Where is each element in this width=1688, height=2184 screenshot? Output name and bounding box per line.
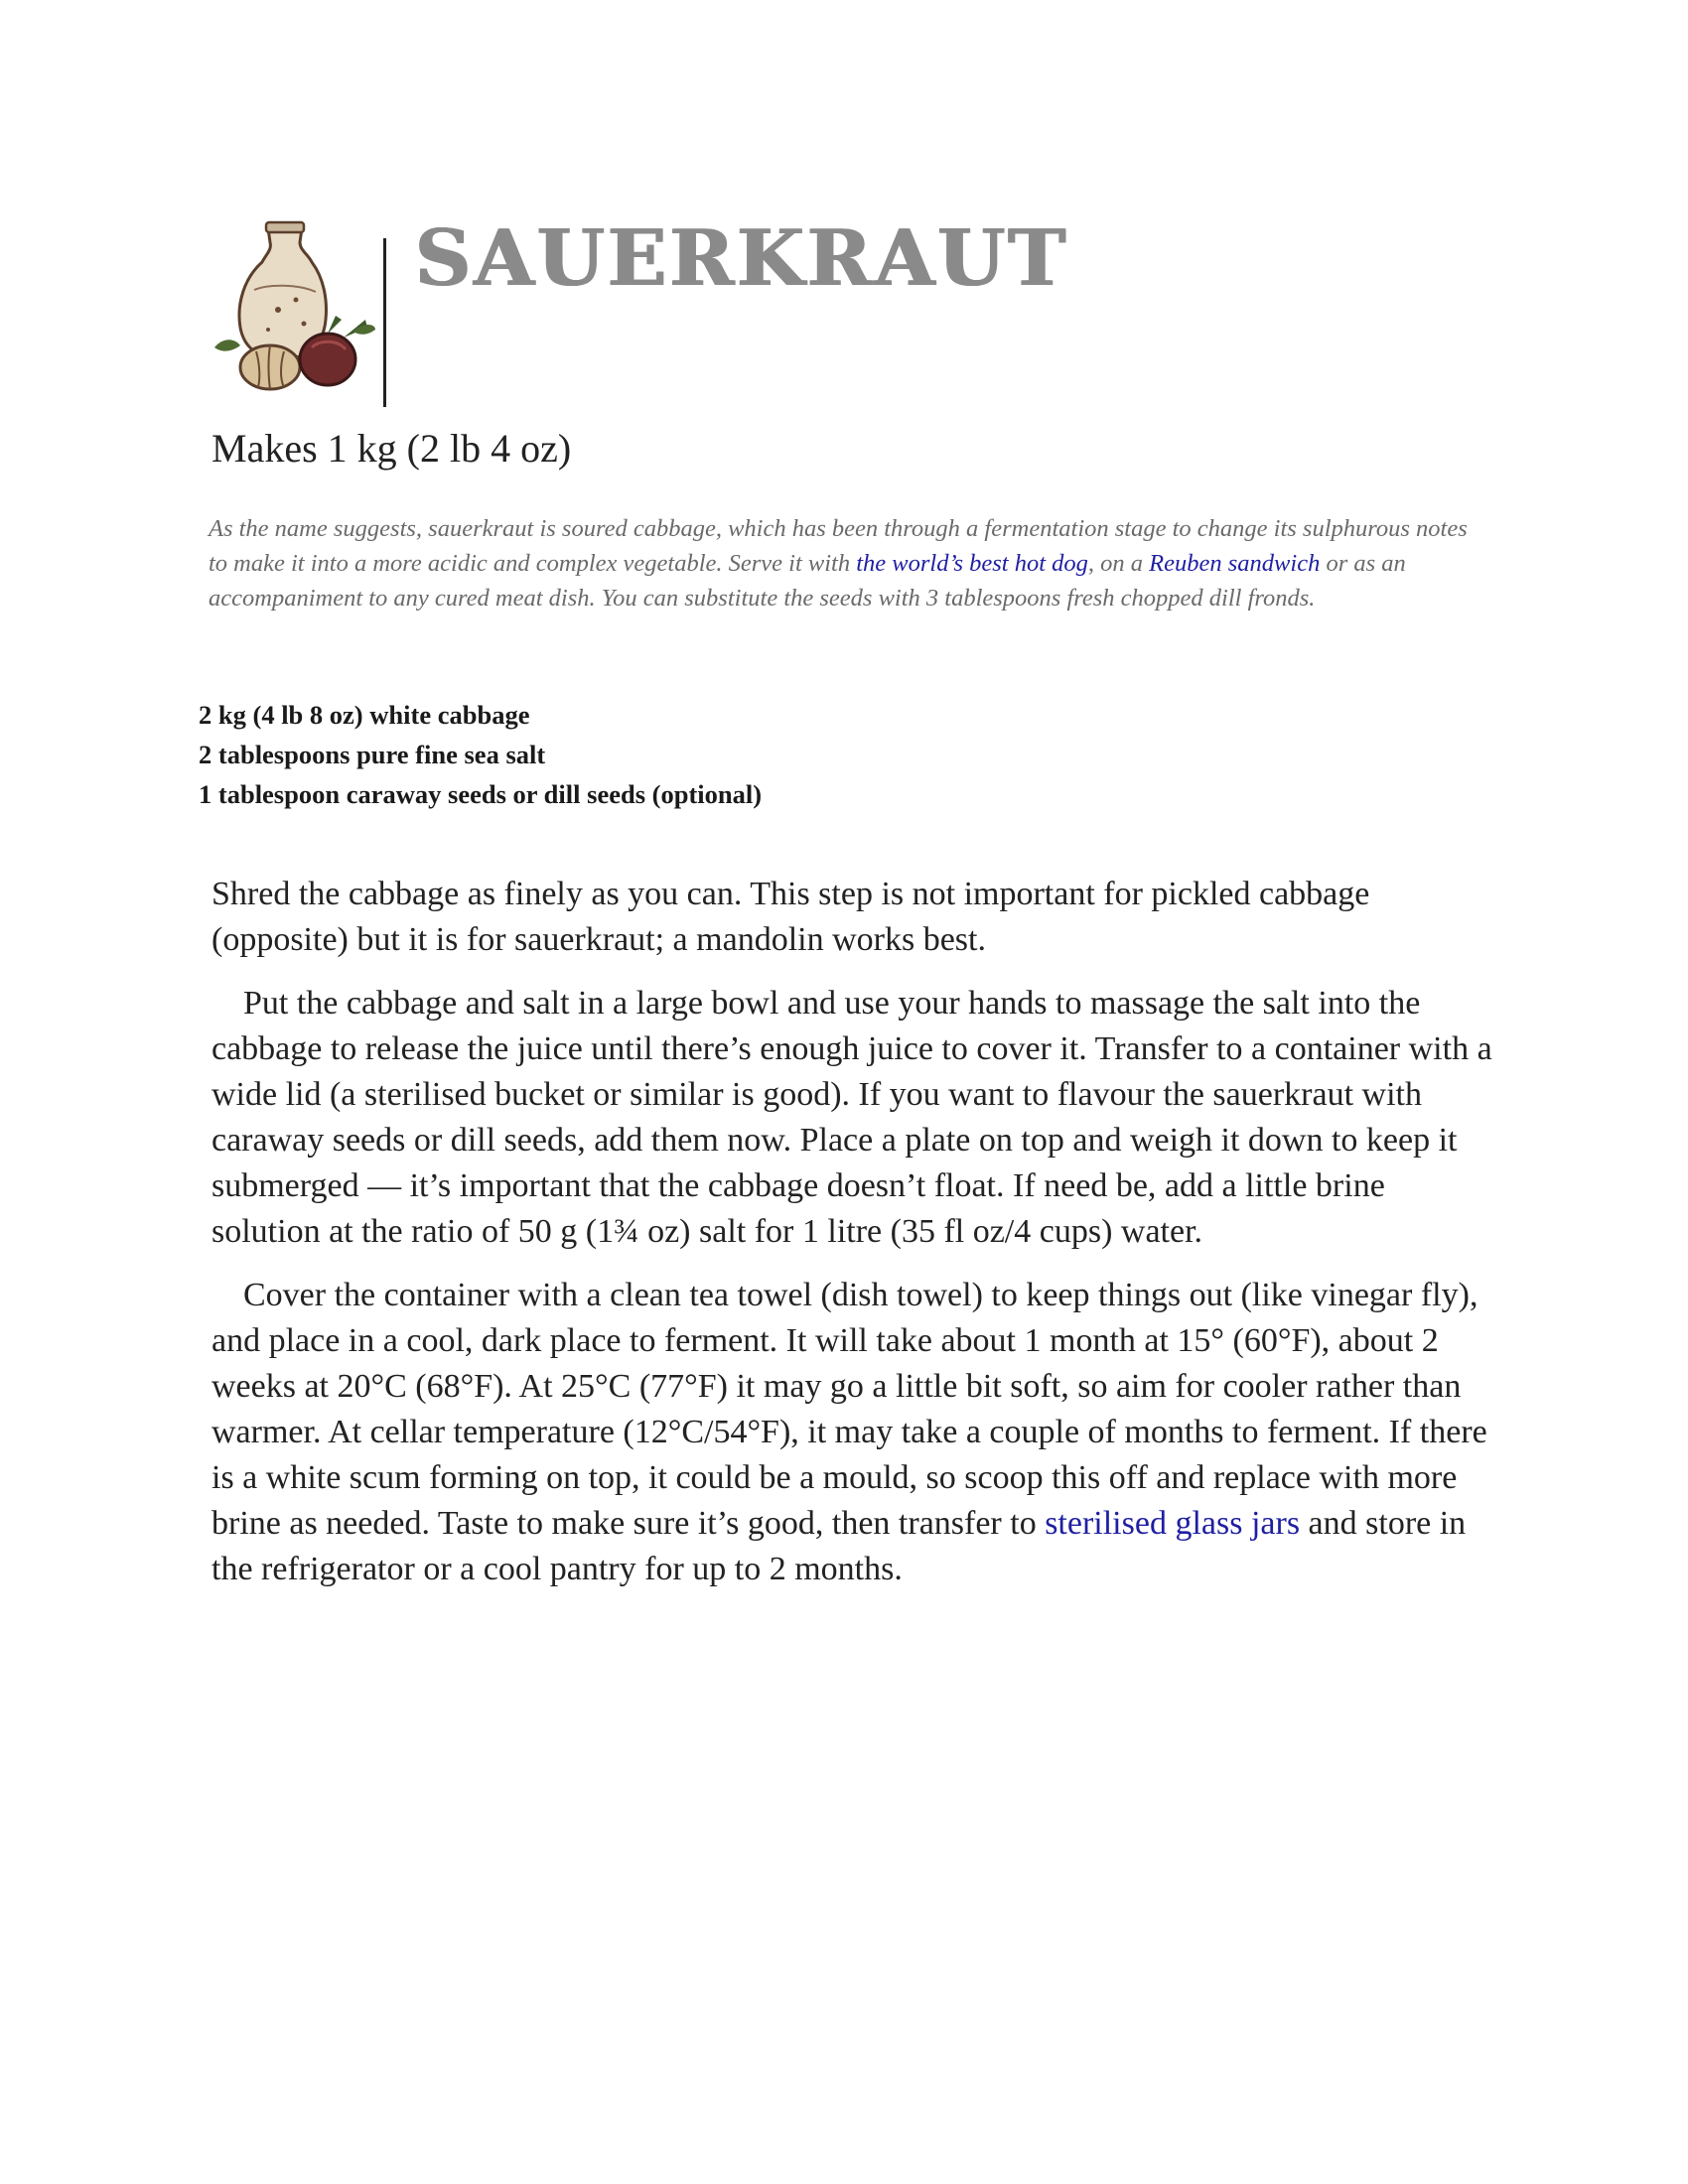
recipe-title: SAUERKRAUT (415, 213, 1069, 304)
method-step: Shred the cabbage as finely as you can. This step is not important for pickled cabbage (opposite) but it is for sauerkraut; a mandolin works best. (211, 876, 1370, 958)
ingredient-item: 1 tablespoon caraway seeds or dill seeds (optional) (199, 779, 763, 809)
sterilised-glass-jars-link[interactable]: sterilised glass jars (1045, 1505, 1301, 1542)
ingredient-item: 2 kg (4 lb 8 oz) white cabbage (199, 700, 530, 730)
intro-text: or as an accompaniment to any cured meat dish. You can substitute the seeds with 3 tablespoons fresh chopped dill fronds. (209, 550, 1406, 612)
header-divider (383, 238, 386, 407)
intro-text: As the name suggests, sauerkraut is soured cabbage, which has been through a fermentation stage to change its sulphurous notes to make it into a more acidic and complex vegetable. Serve it with (209, 515, 1468, 577)
recipe-intro (209, 511, 1470, 615)
reuben-sandwich-link[interactable]: Reuben sandwich (1149, 550, 1321, 577)
method-step: Put the cabbage and salt in a large bowl and use your hands to massage the salt into the cabbage to release the juice until there’s enough juice to cover it. Transfer to a container with a wide lid (a sterilised bucket or similar is good). If you want to flavour the sauerkraut with caraway seeds or dill seeds, add them now. Place a plate on top and weigh it down to keep it submerged — it’s important that the cabbage doesn’t float. If need be, add a little brine solution at the ratio of 50 g (1¾ oz) salt for 1 litre (35 fl oz/4 cups) water. (211, 985, 1492, 1250)
recipe-header (209, 213, 1201, 409)
method-step-text: Cover the container with a clean tea towel (dish towel) to keep things out (like vinegar fly), and place in a cool, dark place to ferment. It will take about 1 month at 15° (60°F), about 2 weeks at 20°C (68°F). At 25°C (77°F) it may go a little bit soft, so aim for cooler rather than warmer. At cellar temperature (12°C/54°F), it may take a couple of months to ferment. If there is a white scum forming on top, it could be a mould, so scoop this off and replace with more brine as needed. Taste to make sure it’s good, then transfer to (211, 1277, 1487, 1542)
method-section (211, 872, 1492, 1610)
jar-and-onion-illustration (209, 220, 377, 394)
ingredients-list (199, 695, 762, 814)
intro-text: , on a (1087, 550, 1150, 577)
hot-dog-link[interactable]: the world’s best hot dog (856, 550, 1088, 577)
recipe-yield: Makes 1 kg (2 lb 4 oz) (211, 426, 572, 471)
method-step-text: and store in the refrigerator or a cool pantry for up to 2 months. (211, 1505, 1467, 1587)
ingredient-item: 2 tablespoons pure fine sea salt (199, 740, 546, 769)
method-step (211, 1273, 1492, 1592)
